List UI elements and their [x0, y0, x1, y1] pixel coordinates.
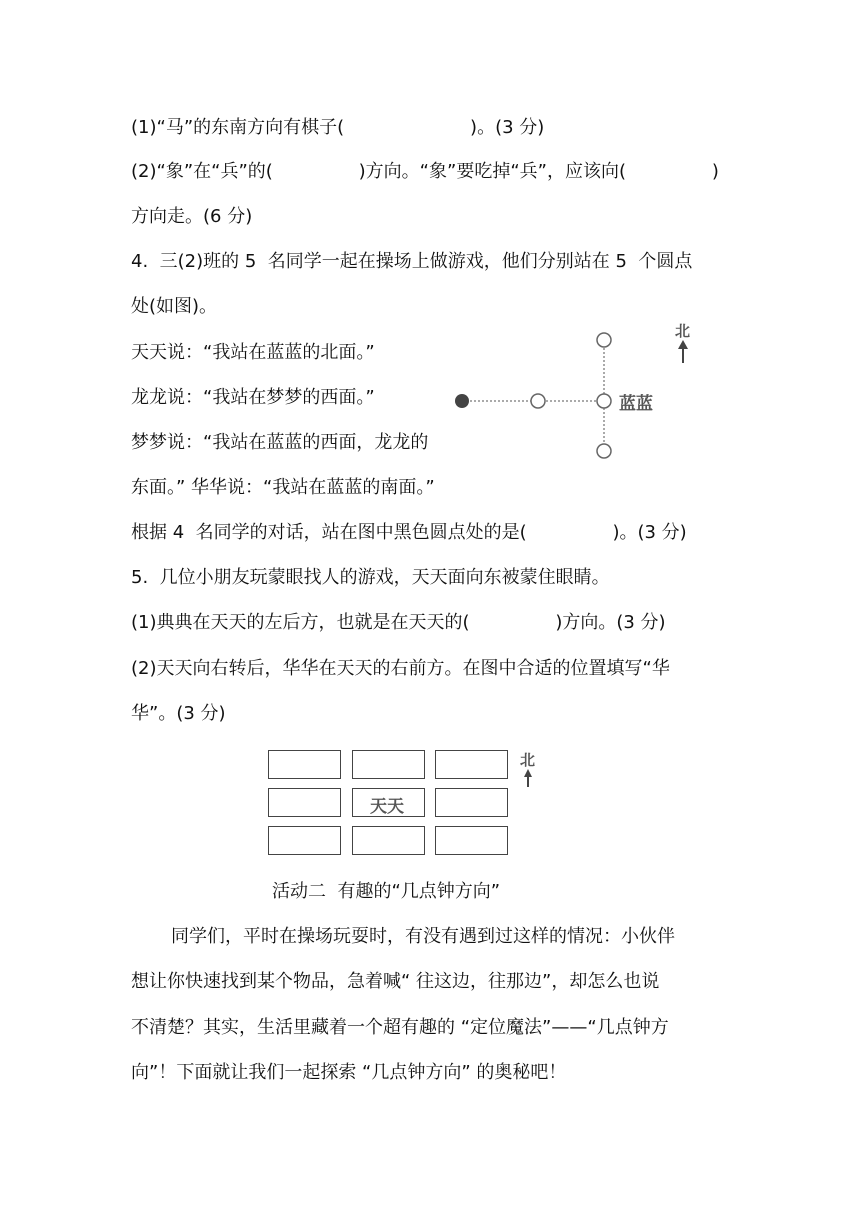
intro-paragraph-line4: 向”！下面就让我们一起探索 “几点钟方向” 的奥秘吧！ [131, 1062, 567, 1083]
grid-cell-r3c3[interactable] [435, 826, 508, 855]
question-5-2-line1: (2)天天向右转后，华华在天天的右前方。在图中合适的位置填写“华 [131, 658, 670, 679]
north-label-2: 北 [520, 751, 536, 769]
black-dot [455, 394, 469, 408]
question-4-line2: 处(如图)。 [131, 296, 218, 317]
grid-cell-r1c2[interactable] [352, 750, 425, 779]
question-4-mengmeng: 梦梦说：“我站在蓝蓝的西面，龙龙的 [131, 432, 429, 453]
hollow-dot-south [597, 444, 611, 458]
north-arrowhead-icon [678, 340, 688, 349]
north-label-1: 北 [675, 322, 691, 340]
question-4-tiantian: 天天说：“我站在蓝蓝的北面。” [131, 342, 375, 363]
intro-paragraph-line1: 同学们，平时在操场玩耍时，有没有遇到过这样的情况：小伙伴 [171, 926, 675, 947]
question-5-1: (1)典典在天天的左后方，也就是在天天的( )方向。(3 分) [131, 612, 666, 633]
question-5-2-line2: 华”。(3 分) [131, 703, 226, 724]
tiantian-label: 天天 [370, 797, 404, 817]
question-4-huahua: 东面。” 华华说：“我站在蓝蓝的南面。” [131, 477, 435, 498]
intro-paragraph-line2: 想让你快速找到某个物品，急着喊“ 往这边，往那边”，却怎么也说 [131, 971, 660, 992]
question-5-line1: 5. 几位小朋友玩蒙眼找人的游戏，天天面向东被蒙住眼睛。 [131, 567, 610, 588]
hollow-dot-west [531, 394, 545, 408]
question-4-longlong: 龙龙说：“我站在梦梦的西面。” [131, 387, 375, 408]
intro-paragraph-line3: 不清楚？其实，生活里藏着一个超有趣的 “定位魔法”——“几点钟方 [131, 1017, 669, 1038]
question-3-2-line1: (2)“象”在“兵”的( )方向。“象”要吃掉“兵”，应该向( ) [131, 161, 719, 182]
grid-cell-r1c1[interactable] [268, 750, 341, 779]
activity-title: 活动二 有趣的“几点钟方向” [272, 881, 501, 902]
lanlan-label: 蓝蓝 [619, 394, 653, 414]
grid-cell-r3c1[interactable] [268, 826, 341, 855]
hollow-dot-north [597, 333, 611, 347]
question-4-ask: 根据 4 名同学的对话，站在图中黑色圆点处的是( )。(3 分) [131, 522, 687, 543]
grid-cell-r3c2[interactable] [352, 826, 425, 855]
question-3-1: (1)“马”的东南方向有棋子( )。(3 分) [131, 117, 545, 138]
grid-cell-r1c3[interactable] [435, 750, 508, 779]
question-3-2-line2: 方向走。(6 分) [131, 206, 253, 227]
question-4-line1: 4. 三(2)班的 5 名同学一起在操场上做游戏，他们分别站在 5 个圆点 [131, 251, 693, 272]
hollow-dot-center [597, 394, 611, 408]
north-arrow-icon-2 [522, 768, 534, 788]
position-diagram [440, 318, 700, 468]
grid-cell-r2c1[interactable] [268, 788, 341, 817]
grid-cell-r2c3[interactable] [435, 788, 508, 817]
